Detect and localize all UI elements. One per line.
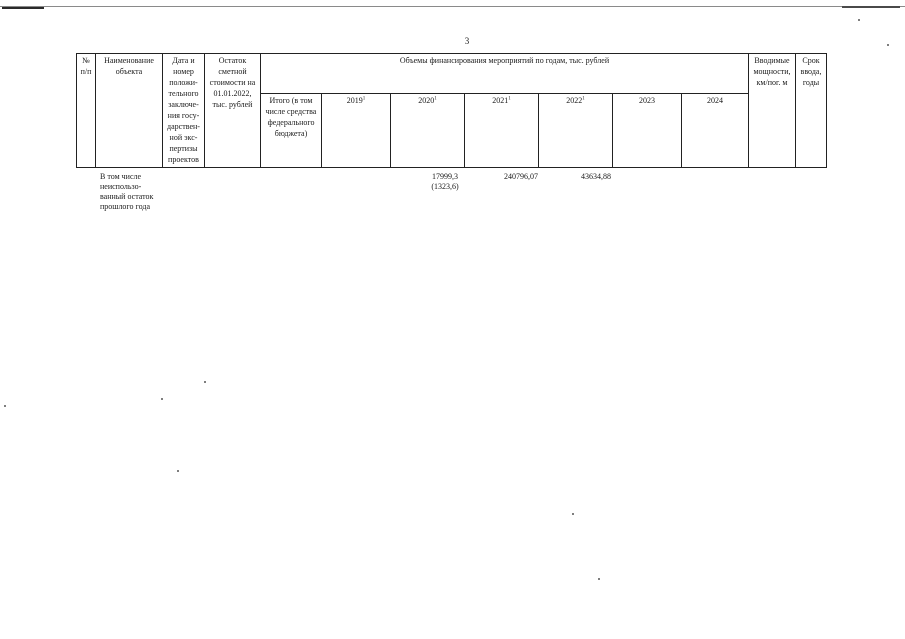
header-year-2024: 2024 xyxy=(682,94,749,168)
row-label: В том числе неиспользо-ванный остаток прошлого года xyxy=(100,172,154,211)
scan-speck xyxy=(4,405,6,407)
scan-speck xyxy=(161,398,163,400)
scan-speck xyxy=(858,19,860,21)
cell-2020 xyxy=(410,172,480,192)
footnote-mark: 1 xyxy=(582,96,585,102)
header-year-2019: 2019$^1$ xyxy=(322,94,391,168)
header-expertise-date: Дата и номер положи-тельного заключе-ния госу-дарствен-ной экс-пертизы проектов xyxy=(163,54,205,168)
header-year-2021: 2021$^1$ xyxy=(465,94,539,168)
header-commissioning-term: Срок ввода, годы xyxy=(796,54,827,168)
scan-edge-line xyxy=(0,6,905,7)
cell-2020-total: 17999,3 xyxy=(432,172,458,181)
cell-2021: 240796,07 xyxy=(504,172,538,181)
scan-speck xyxy=(887,44,889,46)
header-cost-remainder: Остаток сметной стоимости на 01.01.2022, тыс. рублей xyxy=(205,54,261,168)
header-capacity: Вводимые мощности, км/пог. м xyxy=(749,54,796,168)
scan-edge-mark-right xyxy=(842,6,900,8)
scan-speck xyxy=(204,381,206,383)
footnote-mark: 1 xyxy=(434,96,437,102)
footnote-mark: 1 xyxy=(508,96,511,102)
footnote-mark: 1 xyxy=(362,96,366,102)
page-number: 3 xyxy=(464,36,470,46)
header-year-2020: 2020$^1$ xyxy=(391,94,465,168)
header-year-2023: 2023 xyxy=(613,94,682,168)
header-object-name: Наименование объекта xyxy=(96,54,163,168)
cell-2020-federal: (1323,6) xyxy=(431,182,459,191)
scan-speck xyxy=(572,513,574,515)
financing-table xyxy=(76,53,827,168)
header-year-2022: 2022$^1$ xyxy=(539,94,613,168)
scan-speck xyxy=(598,578,600,580)
header-num: № п/п xyxy=(77,54,96,168)
scan-edge-mark-left xyxy=(2,7,44,9)
cell-2022: 43634,88 xyxy=(581,172,611,181)
scan-speck xyxy=(177,470,179,472)
header-financing-volume: Объемы финансирования мероприятий по годам, тыс. рублей xyxy=(261,54,749,94)
header-total: Итого (в том числе средства федерального бюджета) xyxy=(261,94,322,168)
